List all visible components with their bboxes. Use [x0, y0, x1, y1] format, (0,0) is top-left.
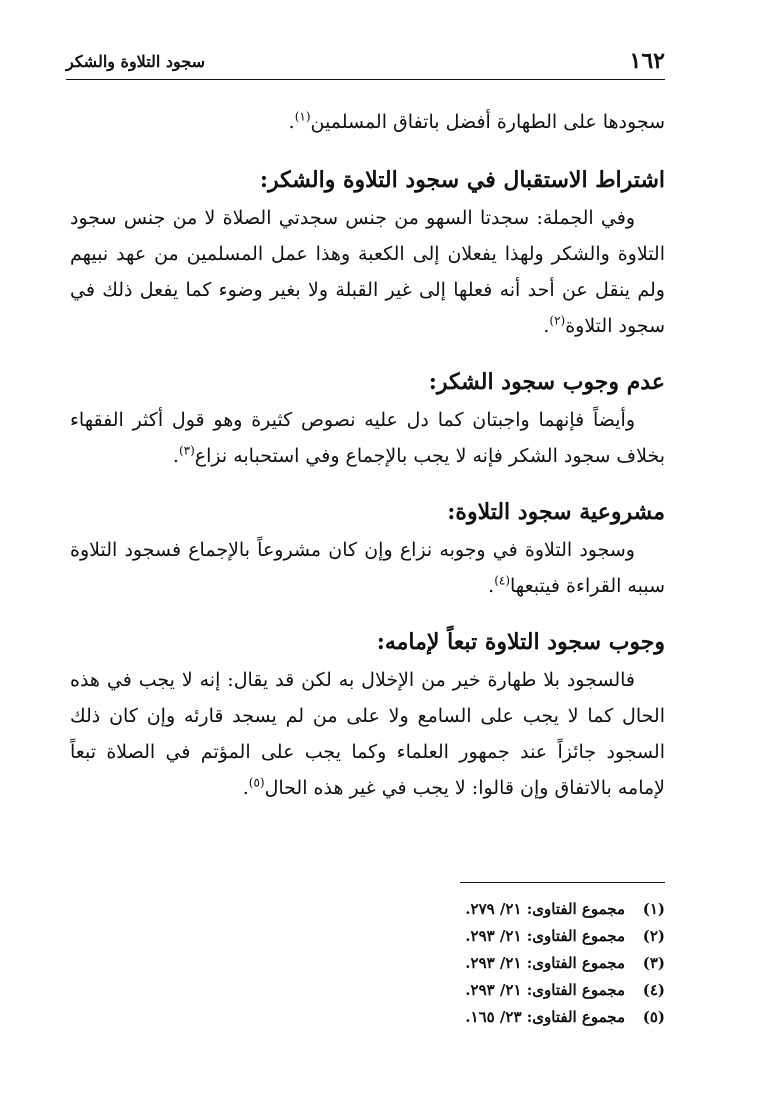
main-text: [70, 104, 665, 806]
footnote-ref: (٤): [494, 573, 511, 588]
footnote-ref: (١): [294, 109, 311, 124]
section-paragraph: فالسجود بلا طهارة خير من الإخلال به لكن قد يقال: إنه لا يجب في هذه الحال كما لا يجب على السامع ولا على من لم يسجد قارئه وإن كان ذلك السجود جائزاً عند جمهور العلماء وكما يجب على المؤتم في الصلاة تبعاً لإمامه بالاتفاق وإن قالوا: لا يجب في غير هذه الحال$^{(٥)}$.: [70, 669, 665, 799]
footnotes: [465, 896, 665, 1031]
page-number: ١٦٢: [629, 48, 665, 74]
section-heading: مشروعية سجود التلاوة:: [447, 499, 665, 525]
footnote-item: (٥)مجموع الفتاوى: ٢٣/ ١٦٥.: [465, 1008, 665, 1026]
footnote-divider: [460, 882, 665, 883]
footnote-item: (٢)مجموع الفتاوى: ٢١/ ٢٩٣.: [465, 927, 665, 945]
section-paragraph: وسجود التلاوة في وجوبه نزاع وإن كان مشروعاً بالإجماع فسجود التلاوة سببه القراءة فيتبعها$^{(٤)}$.: [70, 539, 665, 597]
footnote-item: (٤)مجموع الفتاوى: ٢١/ ٢٩٣.: [465, 981, 665, 999]
header-divider: [66, 79, 665, 80]
section-heading: عدم وجوب سجود الشكر:: [428, 369, 665, 395]
footnote-ref: (٣): [178, 443, 195, 458]
intro-paragraph: سجودها على الطهارة أفضل باتفاق المسلمين$^{(١)}$.: [288, 109, 665, 133]
footnote-ref: (٢): [549, 313, 566, 328]
footnote-item: (٣)مجموع الفتاوى: ٢١/ ٢٩٣.: [465, 954, 665, 972]
section-paragraph: وأيضاً فإنهما واجبتان كما دل عليه نصوص كثيرة وهو قول أكثر الفقهاء بخلاف سجود الشكر فإنه لا يجب بالإجماع وفي استحبابه نزاع$^{(٣)}$.: [70, 409, 665, 467]
page-header: [66, 42, 665, 78]
section-heading: اشتراط الاستقبال في سجود التلاوة والشكر:: [259, 167, 665, 193]
footnote-ref: (٥): [248, 775, 265, 790]
footnote-item: (١)مجموع الفتاوى: ٢١/ ٢٧٩.: [465, 900, 665, 918]
section-heading: وجوب سجود التلاوة تبعاً لإمامه:: [376, 629, 665, 655]
running-title: سجود التلاوة والشكر: [66, 52, 206, 71]
section-paragraph: وفي الجملة: سجدتا السهو من جنس سجدتي الصلاة لا من جنس سجود التلاوة والشكر ولهذا يفعلان إلى الكعبة وهذا عمل المسلمين من عهد نبيهم ولم ينقل عن أحد أنه فعلها إلى غير القبلة ولا بغير وضوء كما يفعل ذلك في سجود التلاوة$^{(٢)}$.: [70, 207, 665, 337]
